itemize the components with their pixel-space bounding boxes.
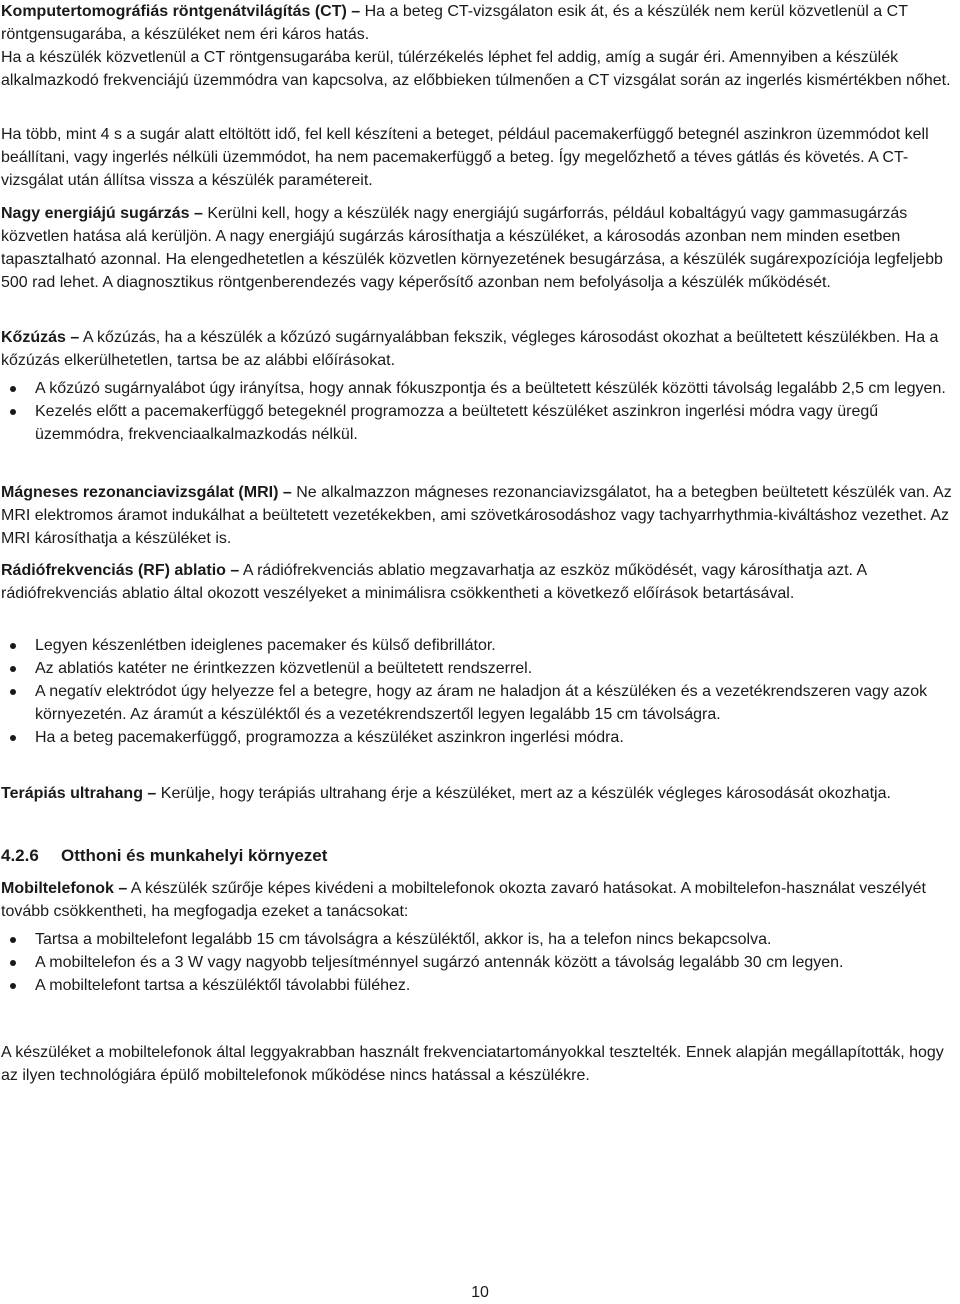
list-item: Az ablatiós katéter ne érintkezzen közvetlenül a beültetett rendszerrel. — [1, 657, 959, 680]
ct-text-1: Ha a beteg CT-vizsgálaton esik át, és a készülék nem kerül közvetlenül a CT röntgensugarába, a készüléket nem éri káros hatás. — [1, 3, 908, 43]
list-item: A mobiltelefont tartsa a készüléktől távolabbi füléhez. — [1, 974, 959, 997]
mobile-closing-paragraph: A készüléket a mobiltelefonok által leggyakrabban használt frekvenciatartományokkal tesztelték. Ennek alapján megállapították, hogy az ilyen technológiára épülő mobiltelefonok működése nincs hatással a készülékre. — [1, 1044, 944, 1084]
section-number: 4.2.6 — [1, 846, 39, 865]
ct-title: Komputertomográfiás röntgenátvilágítás (CT) – — [1, 3, 361, 20]
lithotripsy-title: Kőzúzás – — [1, 329, 80, 346]
list-item: Tartsa a mobiltelefont legalább 15 cm távolságra a készüléktől, akkor is, ha a telefon nincs bekapcsolva. — [1, 928, 959, 951]
rf-text: A rádiófrekvenciás ablatio megzavarhatja az eszköz működését, vagy károsíthatja azt. A rádiófrekvenciás ablatio által okozott veszélyeket a minimálisra csökkentheti a következő előírások betartásával. — [1, 562, 867, 602]
list-item: Legyen készenlétben ideiglenes pacemaker és külső defibrillátor. — [1, 634, 959, 657]
ct-paragraph-3: Ha több, mint 4 s a sugár alatt eltöltött idő, fel kell készíteni a beteget, például pacemakerfüggő betegnél aszinkron üzemmódot kell beállítani, vagy ingerlés nélküli üzemmódot, ha nem pacemakerfüggő a beteg. Így megelőzhető a téves gátlás és követés. A CT-vizsgálat után állítsa vissza a készülék paramétereit. — [1, 126, 929, 189]
mobile-bullet-list — [1, 928, 959, 997]
radiation-title: Nagy energiájú sugárzás – — [1, 205, 203, 222]
rf-title: Rádiófrekvenciás (RF) ablatio – — [1, 562, 240, 579]
list-item: Ha a beteg pacemakerfüggő, programozza a készüléket aszinkron ingerlési módra. — [1, 726, 959, 749]
page-number: 10 — [471, 1284, 489, 1301]
section-heading — [1, 844, 327, 867]
ultrasound-title: Terápiás ultrahang – — [1, 785, 157, 802]
list-item: A negatív elektródot úgy helyezze fel a betegre, hogy az áram ne haladjon át a készüléken és a vezetékrendszeren vagy azok környezetén. Az áramút a készüléktől és a vezetékrendszertől legyen legalább 15 cm távolságra. — [1, 680, 959, 726]
radiation-paragraph — [1, 202, 959, 294]
section-title: Otthoni és munkahelyi környezet — [61, 846, 328, 865]
mobile-paragraph — [1, 877, 959, 923]
rf-paragraph — [1, 559, 959, 605]
list-item: A mobiltelefon és a 3 W vagy nagyobb teljesítménnyel sugárzó antennák között a távolság legalább 30 cm legyen. — [1, 951, 959, 974]
ultrasound-text: Kerülje, hogy terápiás ultrahang érje a készüléket, mert az a készülék végleges károsodását okozhatja. — [160, 785, 891, 802]
mri-text: Ne alkalmazzon mágneses rezonanciavizsgálatot, ha a betegben beültetett készülék van. Az MRI elektromos áramot indukálhat a beültetett vezetékekben, ami szövetkárosodáshoz vagy tachyarrhythmia-kiváltáshoz vezethet. Az MRI károsíthatja a készüléket is. — [1, 484, 952, 547]
ultrasound-paragraph — [1, 782, 959, 805]
ct-paragraph-1 — [1, 0, 959, 46]
mri-title: Mágneses rezonanciavizsgálat (MRI) – — [1, 484, 292, 501]
radiation-text: Kerülni kell, hogy a készülék nagy energiájú sugárforrás, például kobaltágyú vagy gammasugárzás közvetlen hatása alá kerüljön. A nagy energiájú sugárzás károsíthatja a készüléket, a károsodás azonban nem minden esetben tapasztalható azonnal. Ha elengedhetetlen a készülék közvetlen környezetének besugárzása, a készülék sugárexpozíciója legfeljebb 500 rad lehet. A diagnosztikus röntgenberendezés vagy képerősítő azonban nem befolyásolja a készülék működését. — [1, 205, 943, 291]
list-item: A kőzúzó sugárnyalábot úgy irányítsa, hogy annak fókuszpontja és a beültetett készülék közötti távolság legalább 2,5 cm legyen. — [1, 377, 959, 400]
ct-paragraph-2: Ha a készülék közvetlenül a CT röntgensugarába kerül, túlérzékelés léphet fel addig, amíg a sugár éri. Amennyiben a készülék alkalmazkodó frekvenciájú üzemmódra van kapcsolva, az előbbieken túlmenően a CT vizsgálat során az ingerlés kismértékben nőhet. — [1, 49, 951, 89]
mobile-text: A készülék szűrője képes kivédeni a mobiltelefonok okozta zavaró hatásokat. A mobiltelefon-használat veszélyét tovább csökkentheti, ha megfogadja ezeket a tanácsokat: — [1, 880, 926, 920]
rf-bullet-list — [1, 634, 959, 749]
list-item: Kezelés előtt a pacemakerfüggő betegeknél programozza a beültetett készüléket aszinkron ingerlési módra vagy üregű üzemmódra, frekvenciaalkalmazkodás nélkül. — [1, 400, 959, 446]
mobile-title: Mobiltelefonok – — [1, 880, 128, 897]
lithotripsy-bullet-list — [1, 377, 959, 446]
mri-paragraph — [1, 481, 959, 550]
lithotripsy-text: A kőzúzás, ha a készülék a kőzúzó sugárnyalábban fekszik, végleges károsodást okozhat a beültetett készülékben. Ha a kőzúzás elkerülhetetlen, tartsa be az alábbi előírásokat. — [1, 329, 939, 369]
lithotripsy-paragraph — [1, 326, 959, 372]
